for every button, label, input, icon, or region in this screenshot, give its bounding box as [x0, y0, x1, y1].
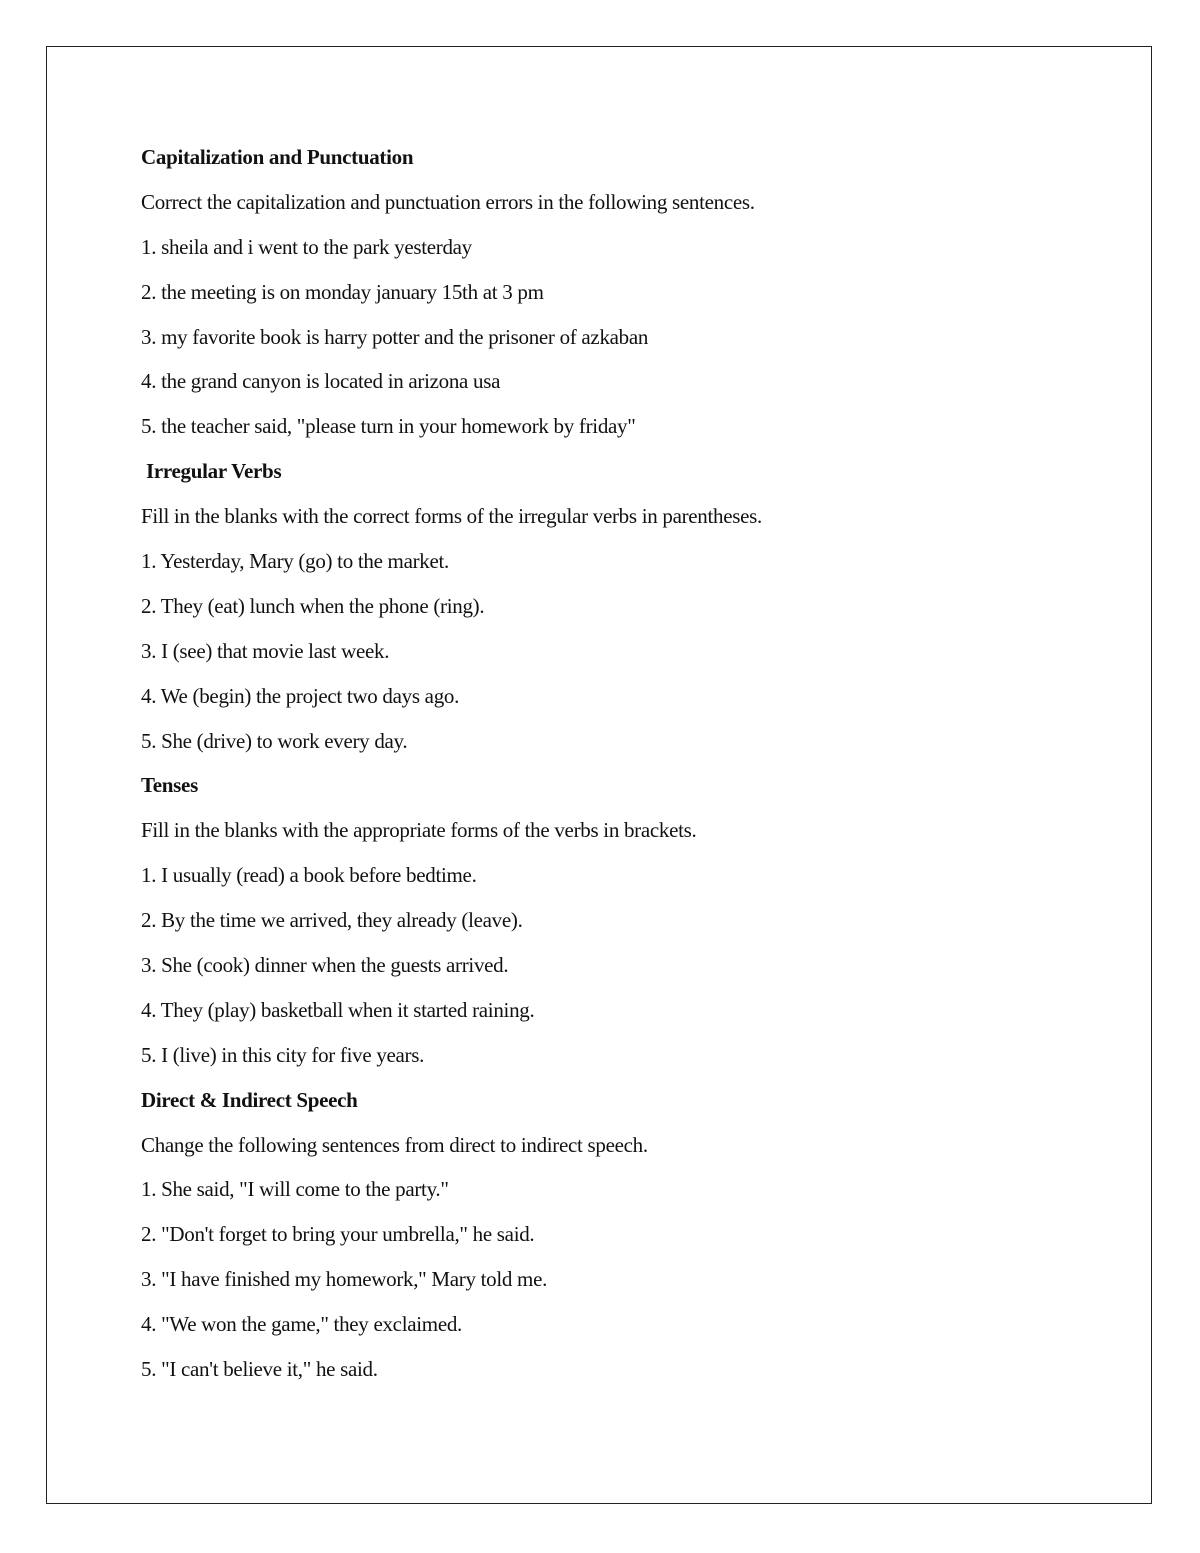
exercise-item: 4. the grand canyon is located in arizona usa	[141, 369, 501, 394]
exercise-item: 3. She (cook) dinner when the guests arrived.	[141, 953, 509, 978]
exercise-item: 5. "I can't believe it," he said.	[141, 1357, 378, 1382]
exercise-item: 5. I (live) in this city for five years.	[141, 1042, 425, 1067]
exercise-item: 1. I usually (read) a book before bedtime.	[141, 863, 477, 888]
exercise-item: 2. "Don't forget to bring your umbrella," he said.	[141, 1222, 535, 1247]
exercise-item: 3. I (see) that movie last week.	[141, 638, 390, 663]
exercise-item: 5. the teacher said, "please turn in your homework by friday"	[141, 414, 636, 439]
worksheet-content	[141, 142, 1101, 1399]
section-instruction: Fill in the blanks with the appropriate forms of the verbs in brackets.	[141, 818, 697, 843]
section-heading: Capitalization and Punctuation	[141, 145, 414, 169]
exercise-item: 5. She (drive) to work every day.	[141, 728, 408, 753]
exercise-item: 2. the meeting is on monday january 15th at 3 pm	[141, 279, 544, 304]
section-heading: Irregular Verbs	[146, 459, 282, 484]
section-direct-indirect-speech	[141, 1085, 1101, 1399]
section-instruction: Correct the capitalization and punctuation errors in the following sentences.	[141, 189, 755, 214]
exercise-item: 1. Yesterday, Mary (go) to the market.	[141, 549, 449, 574]
exercise-item: 2. By the time we arrived, they already (leave).	[141, 908, 523, 933]
exercise-item: 2. They (eat) lunch when the phone (ring).	[141, 593, 485, 618]
exercise-item: 1. sheila and i went to the park yesterday	[141, 234, 472, 259]
section-instruction: Fill in the blanks with the correct forms of the irregular verbs in parentheses.	[141, 504, 762, 529]
exercise-item: 4. We (begin) the project two days ago.	[141, 683, 460, 708]
exercise-item: 3. "I have finished my homework," Mary told me.	[141, 1267, 548, 1292]
exercise-item: 4. They (play) basketball when it started raining.	[141, 997, 535, 1022]
exercise-item: 3. my favorite book is harry potter and the prisoner of azkaban	[141, 324, 649, 349]
section-capitalization	[141, 142, 1101, 456]
section-tenses	[141, 770, 1101, 1084]
exercise-item: 1. She said, "I will come to the party."	[141, 1177, 449, 1202]
exercise-item: 4. "We won the game," they exclaimed.	[141, 1312, 462, 1337]
section-heading: Direct & Indirect Speech	[141, 1087, 358, 1112]
section-instruction: Change the following sentences from direct to indirect speech.	[141, 1132, 648, 1157]
section-irregular-verbs	[141, 456, 1101, 770]
section-heading: Tenses	[141, 773, 198, 798]
